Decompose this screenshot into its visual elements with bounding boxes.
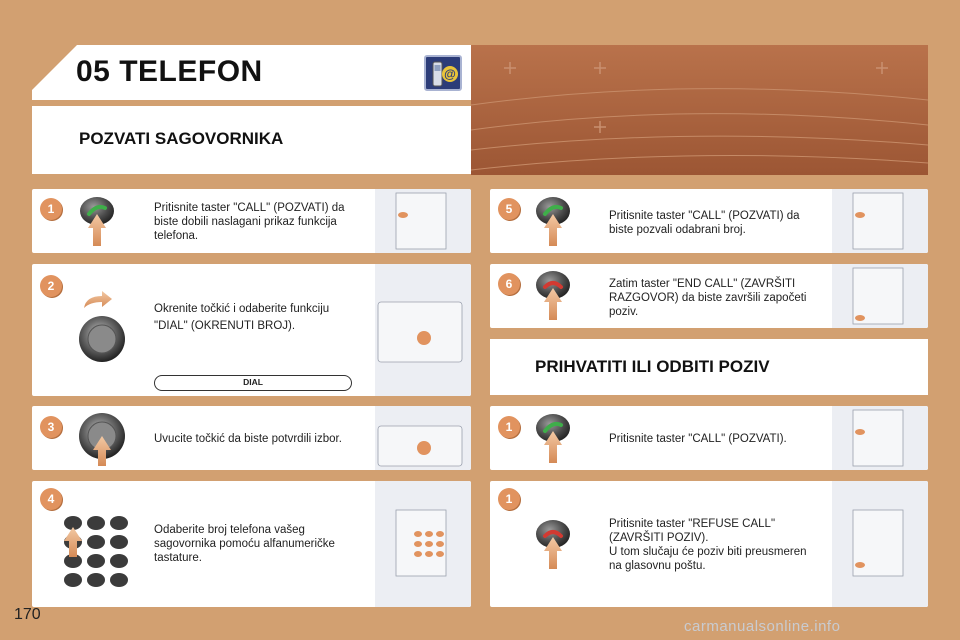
step-text: Odaberite broj telefona vašeg sagovornika pomoću alfanumeričke tastature.: [154, 524, 335, 564]
watermark: carmanualsonline.info: [684, 618, 841, 635]
step-badge: 6: [498, 273, 520, 295]
step-text: Zatim taster "END CALL" (ZAVRŠITI RAZGOVOR) da biste završili započeti poziv.: [609, 278, 807, 318]
step-badge: 1: [498, 416, 520, 438]
device-radio-diagram: [378, 302, 462, 466]
step-text: Okrenite točkić i odaberite funkciju "DIAL" (OKRENUTI BROJ).: [154, 303, 330, 332]
page-title: 05 TELEFON: [76, 55, 263, 88]
device-keypad-diagram: [396, 193, 903, 576]
step-badge: 3: [40, 416, 62, 438]
step-badge: 5: [498, 198, 520, 220]
step-badge: 4: [40, 488, 62, 510]
step-text: Uvucite točkić da biste potvrdili izbor.: [154, 433, 342, 445]
step-text: Pritisnite taster "CALL" (POZVATI).: [609, 433, 787, 445]
highlighted-knob: [417, 441, 431, 455]
highlighted-keys: [414, 531, 444, 557]
svg-text:@: @: [444, 67, 456, 81]
step-text: Pritisnite taster "CALL" (POZVATI) da biste dobili naslagani prikaz funkcija telefona.: [154, 202, 345, 242]
rotate-arrow-icon: [84, 291, 112, 308]
section-title-answer: PRIHVATITI ILI ODBITI POZIV: [535, 357, 770, 376]
highlighted-key: [398, 212, 865, 568]
step-text: Pritisnite taster "REFUSE CALL" (ZAVRŠITI POZIV). U tom slučaju će poziv biti preusmeren na glasovnu poštu.: [609, 518, 807, 572]
step-text: Pritisnite taster "CALL" (POZVATI) da biste pozvali odabrani broj.: [609, 210, 800, 236]
page-number: 170: [14, 606, 41, 623]
step-badge: 2: [40, 275, 62, 297]
step-badge: 1: [498, 488, 520, 510]
step-badge: 1: [40, 198, 62, 220]
section-title-call: POZVATI SAGOVORNIKA: [79, 129, 284, 148]
dial-menu-label: DIAL: [154, 375, 352, 391]
highlighted-knob: [417, 331, 431, 345]
